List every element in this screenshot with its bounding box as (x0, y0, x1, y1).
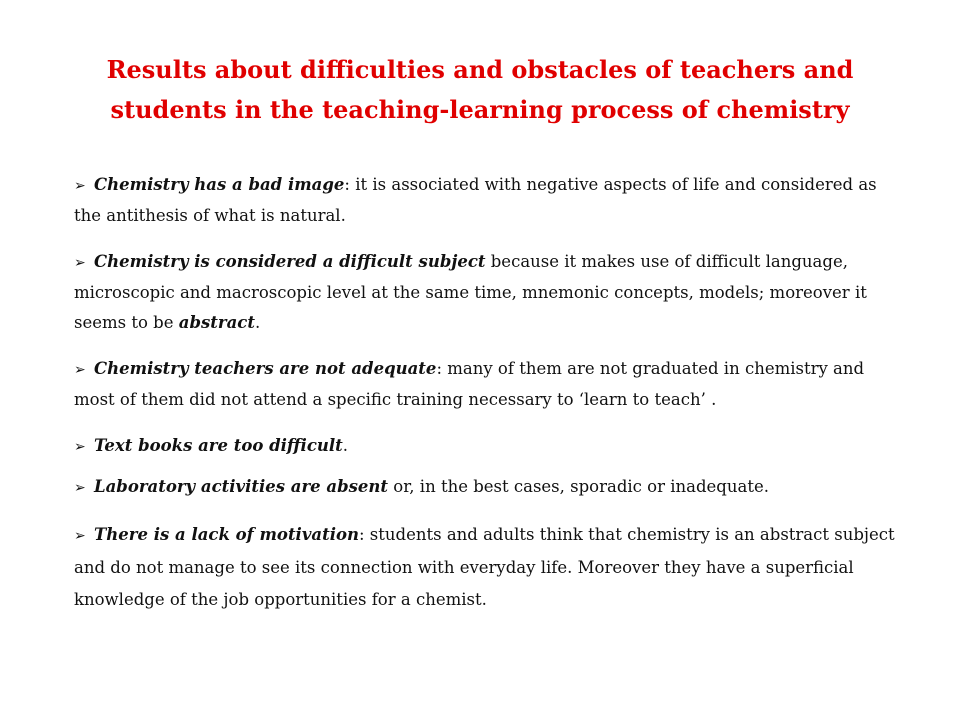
bullet-emphasis: Laboratory activities are absent (94, 477, 389, 496)
bullet-motivation (74, 519, 904, 616)
bullet-emphasis: There is a lack of motivation (94, 525, 359, 544)
arrowhead-bullet-icon: ➢ (74, 480, 86, 496)
bullet-emphasis: Chemistry teachers are not adequate (94, 359, 437, 378)
bullet-list (74, 170, 904, 632)
bullet-emphasis-abstract: abstract (178, 313, 255, 332)
bullet-text-books (74, 431, 904, 462)
bullet-text: because it makes use of difficult language, microscopic and macroscopic level at the same time, mnemonic concepts, models; moreover it seems to be (74, 252, 867, 332)
bullet-emphasis: Chemistry is considered a difficult subject (94, 252, 486, 271)
title-line-2: students in the teaching-learning process of chemistry (110, 95, 850, 124)
arrowhead-bullet-icon: ➢ (74, 178, 86, 194)
bullet-bad-image (74, 170, 904, 231)
bullet-text-end: . (254, 313, 261, 332)
bullet-text: : many of them are not graduated in chemistry and most of them did not attend a specific training necessary to ‘learn to teach’ . (74, 359, 865, 409)
bullet-difficult-subject (74, 247, 904, 338)
title-line-1: Results about difficulties and obstacles of teachers and (106, 55, 854, 84)
bullet-teachers (74, 354, 904, 415)
arrowhead-bullet-icon: ➢ (74, 528, 86, 544)
bullet-laboratory (74, 472, 904, 503)
bullet-emphasis: Chemistry has a bad image (94, 175, 345, 194)
bullet-text: : students and adults think that chemistry is an abstract subject and do not manage to see its connection with everyday life. Moreover they have a superficial knowledge of the job opportunities for a chemist. (74, 525, 895, 609)
bullet-emphasis: Text books are too difficult (94, 436, 343, 455)
arrowhead-bullet-icon: ➢ (74, 439, 86, 455)
bullet-text: : it is associated with negative aspects of life and considered as the antithesis of what is natural. (74, 175, 877, 225)
slide-title (60, 50, 900, 130)
arrowhead-bullet-icon: ➢ (74, 362, 86, 378)
bullet-text: or, in the best cases, sporadic or inadequate. (388, 477, 769, 496)
bullet-text: . (342, 436, 349, 455)
arrowhead-bullet-icon: ➢ (74, 255, 86, 271)
